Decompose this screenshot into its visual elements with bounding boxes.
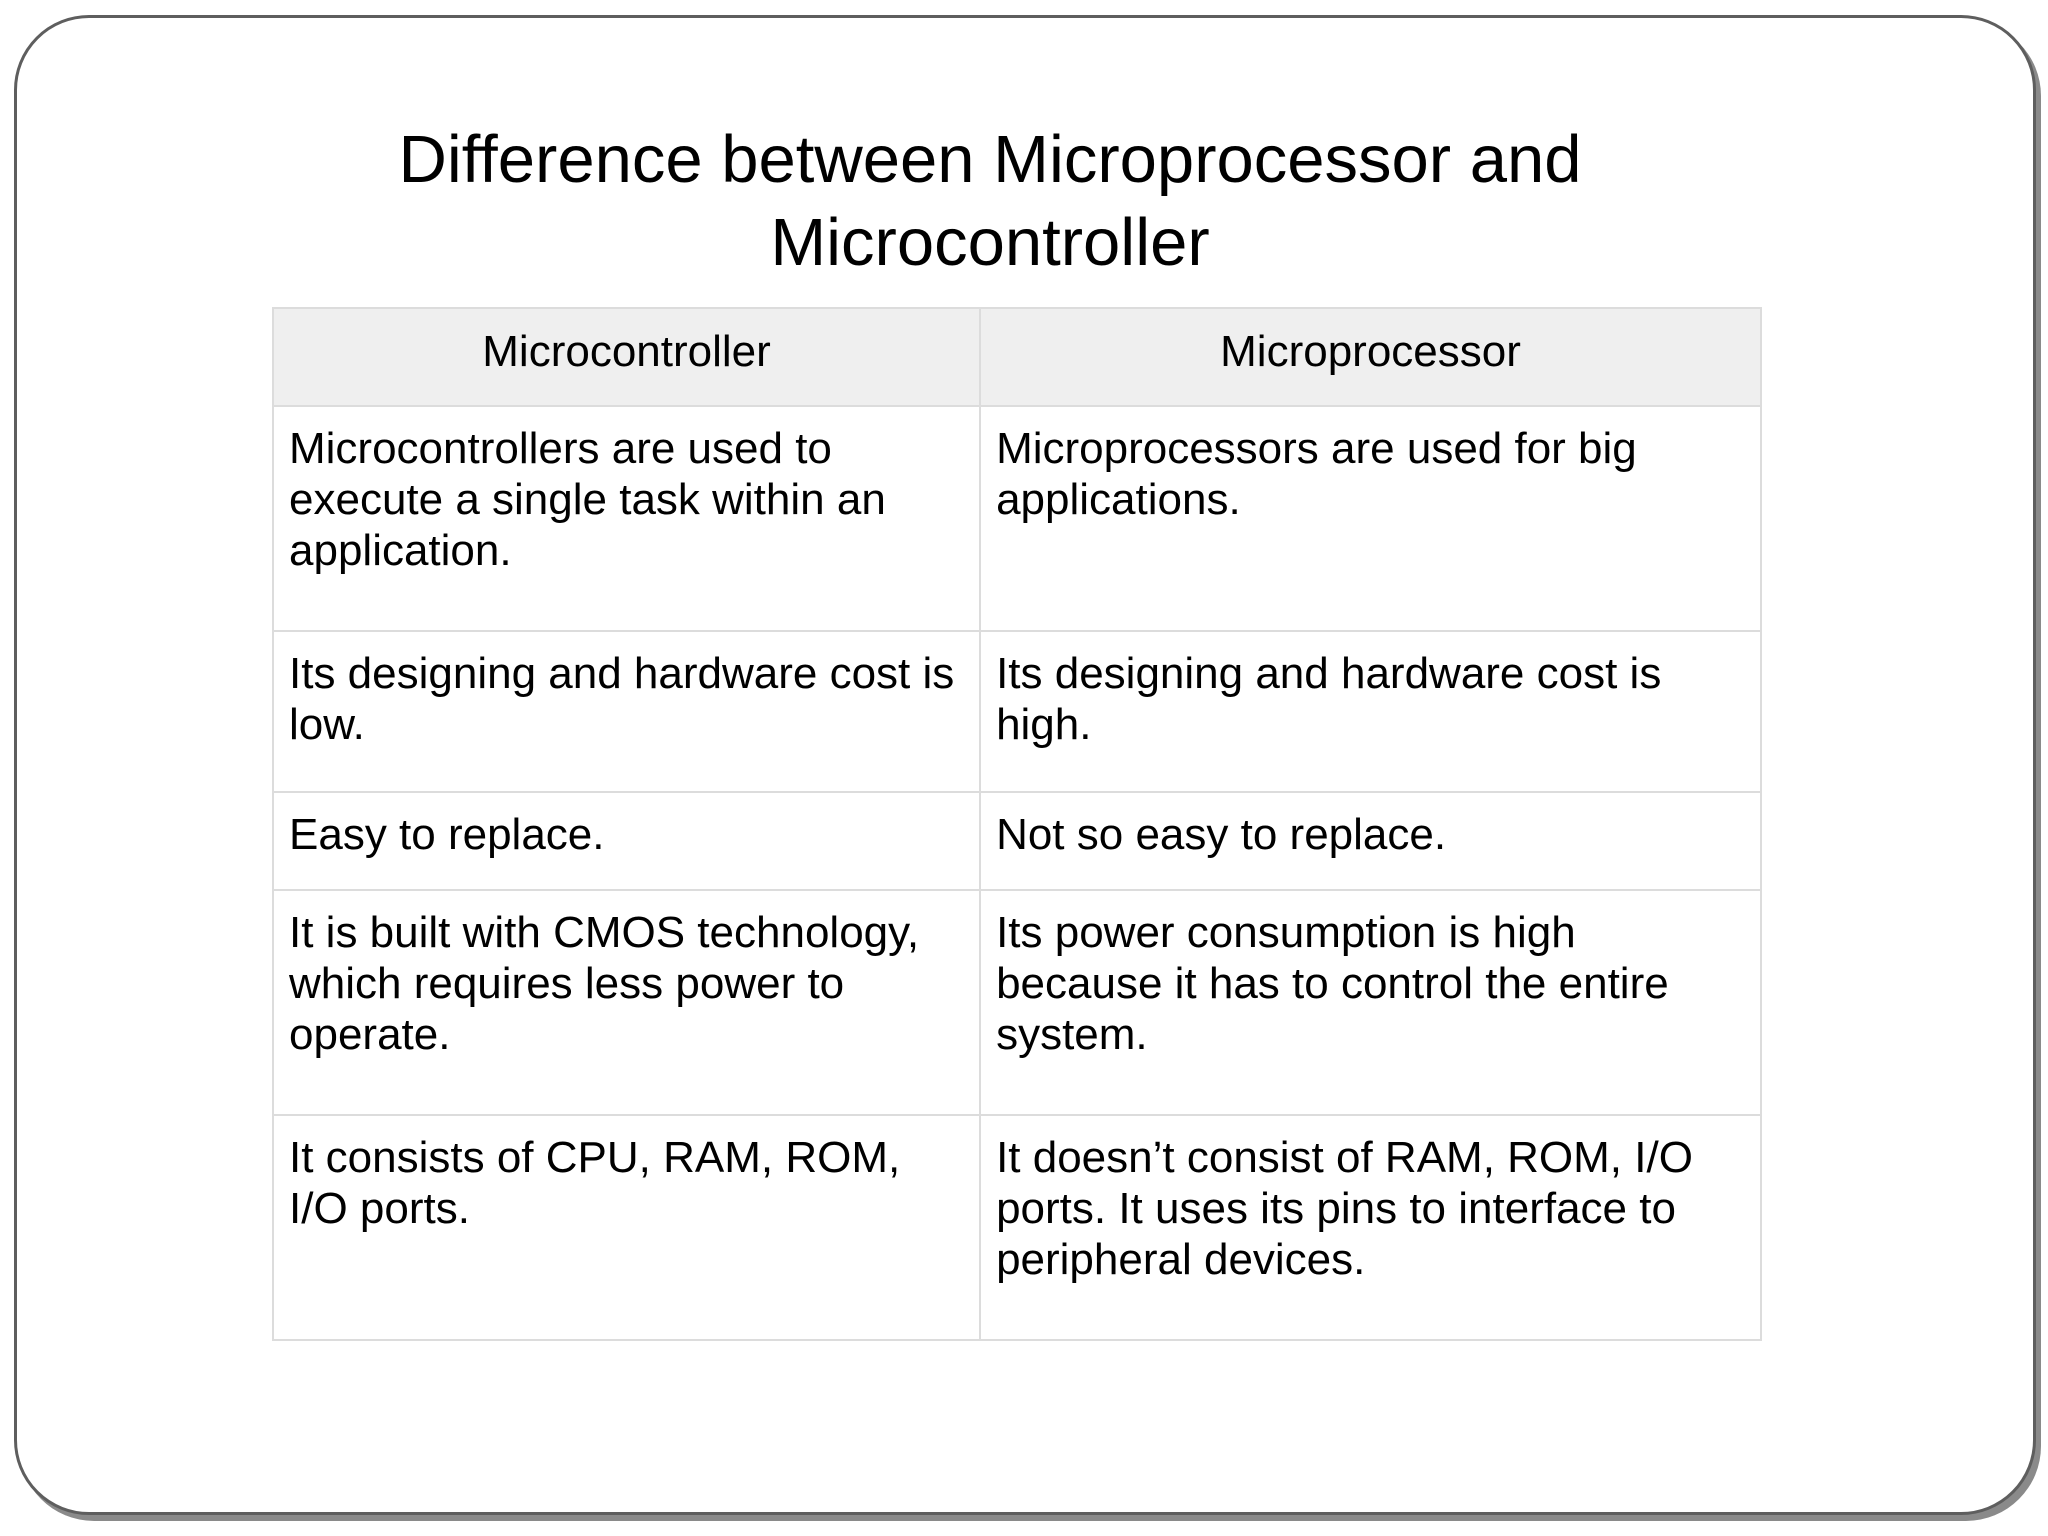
header-microprocessor: Microprocessor [980, 308, 1761, 406]
table-cell: It is built with CMOS technology, which requires less power to operate. [273, 890, 980, 1115]
table-row [273, 1115, 1761, 1340]
table-row [273, 890, 1761, 1115]
table-cell: Its designing and hardware cost is high. [980, 631, 1761, 792]
table-row [273, 631, 1761, 792]
table-row [273, 406, 1761, 631]
table-cell: Its power consumption is high because it has to control the entire system. [980, 890, 1761, 1115]
comparison-table [272, 307, 1762, 1341]
table-cell: Not so easy to replace. [980, 792, 1761, 890]
table-cell: Microprocessors are used for big applications. [980, 406, 1761, 631]
table-cell: It consists of CPU, RAM, ROM, I/O ports. [273, 1115, 980, 1340]
slide-title: Difference between Microprocessor and Microcontroller [398, 122, 1582, 280]
table-cell: Microcontrollers are used to execute a single task within an application. [273, 406, 980, 631]
table-cell: Easy to replace. [273, 792, 980, 890]
table-header-row [273, 308, 1761, 406]
table-cell: It doesn’t consist of RAM, ROM, I/O ports. It uses its pins to interface to peripheral devices. [980, 1115, 1761, 1340]
table-row [273, 792, 1761, 890]
table-cell: Its designing and hardware cost is low. [273, 631, 980, 792]
header-microcontroller: Microcontroller [273, 308, 980, 406]
